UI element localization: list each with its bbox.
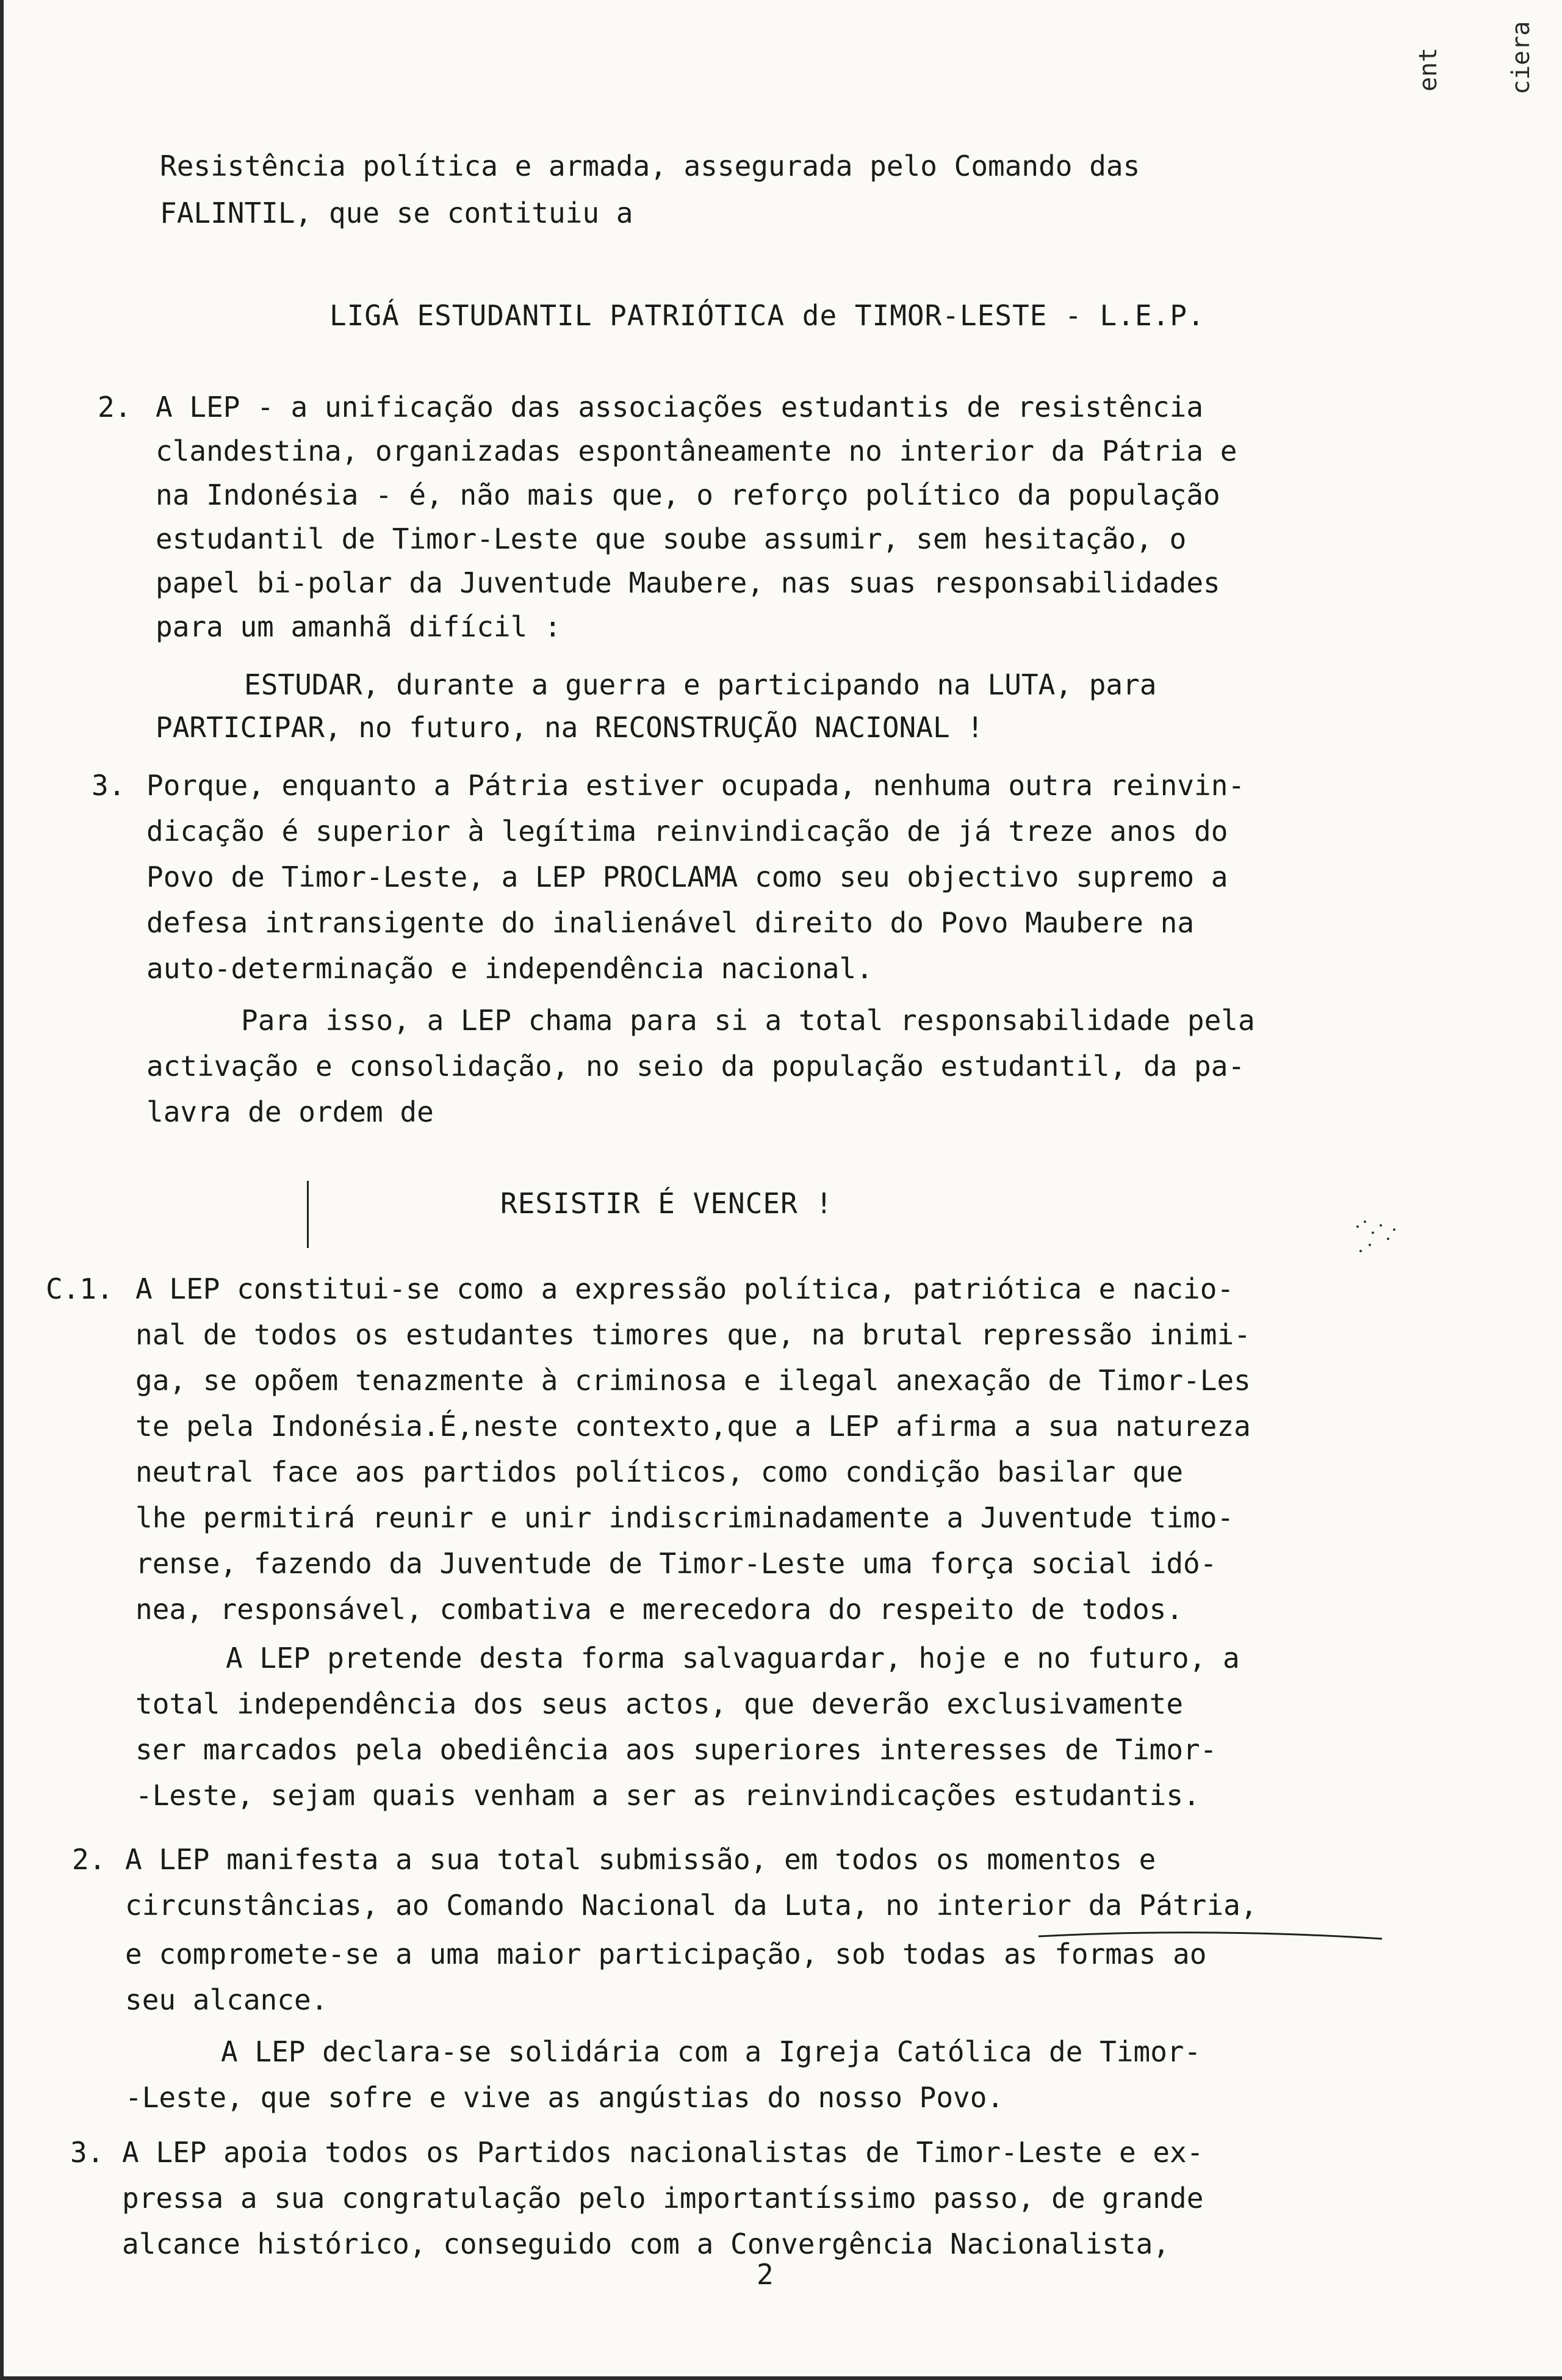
sectionC2-line-3: e compromete-se a uma maior participação, sob todas as formas ao xyxy=(125,1938,1207,1971)
margin-vertical-mark xyxy=(307,1181,309,1248)
para2-line-5: papel bi-polar da Juventude Maubere, nas suas responsabilidades xyxy=(156,566,1220,599)
para3-line-8: lavra de ordem de xyxy=(146,1095,434,1128)
sectionC1-line-11: ser marcados pela obediência aos superiores interesses de Timor- xyxy=(135,1733,1217,1766)
para3-line-6: Para isso, a LEP chama para si a total responsabilidade pela xyxy=(241,1004,1255,1037)
scan-edge-bottom xyxy=(0,2376,1562,2380)
intro-line-1: Resistência política e armada, assegurada pelo Comando das xyxy=(160,150,1140,182)
sectionC1-line-12: -Leste, sejam quais venham a ser as reinvindicações estudantis. xyxy=(135,1779,1200,1812)
sectionC3-number: 3. xyxy=(70,2136,104,2169)
para3-line-2: dicação é superior à legítima reinvindicação de já treze anos do xyxy=(146,815,1228,848)
sectionC2-line-1: A LEP manifesta a sua total submissão, em todos os momentos e xyxy=(125,1843,1156,1876)
margin-note-ciera: ciera xyxy=(1507,21,1535,95)
margin-note-ent: ent xyxy=(1414,47,1442,92)
sectionC2-line-5: A LEP declara-se solidária com a Igreja Católica de Timor- xyxy=(221,2035,1201,2068)
para3-number: 3. xyxy=(92,769,126,802)
sectionC1-line-3: ga, se opõem tenazmente à criminosa e ilegal anexação de Timor-Les xyxy=(135,1364,1251,1397)
sectionC1-line-1: A LEP constitui-se como a expressão política, patriótica e nacio- xyxy=(135,1272,1234,1305)
sectionC1-line-4: te pela Indonésia.É,neste contexto,que a LEP afirma a sua natureza xyxy=(135,1410,1251,1443)
ink-specks xyxy=(1351,1214,1406,1263)
para3-line-4: defesa intransigente do inalienável direito do Povo Maubere na xyxy=(146,906,1195,939)
sectionC1-line-7: rense, fazendo da Juventude de Timor-Leste uma força social idó- xyxy=(135,1547,1217,1580)
para3-line-7: activação e consolidação, no seio da população estudantil, da pa- xyxy=(146,1050,1245,1083)
sectionC2-line-4: seu alcance. xyxy=(125,1983,328,2016)
sectionC1-number: C.1. xyxy=(46,1272,113,1305)
para2-line-6: para um amanhã difícil : xyxy=(156,610,561,643)
sectionC2-line-6: -Leste, que sofre e vive as angústias do nosso Povo. xyxy=(125,2081,1004,2114)
sectionC1-line-2: nal de todos os estudantes timores que, na brutal repressão inimi- xyxy=(135,1318,1251,1351)
para2-line-7: ESTUDAR, durante a guerra e participando na LUTA, para xyxy=(244,668,1157,701)
scan-edge-left xyxy=(0,0,4,2380)
sectionC1-line-6: lhe permitirá reunir e unir indiscriminadamente a Juventude timo- xyxy=(135,1501,1234,1534)
para2-line-1: A LEP - a unificação das associações estudantis de resistência xyxy=(156,391,1204,424)
para3-line-5: auto-determinação e independência nacional. xyxy=(146,952,873,985)
sectionC3-line-2: pressa a sua congratulação pelo importantíssimo passo, de grande xyxy=(122,2182,1204,2215)
sectionC2-number: 2. xyxy=(72,1843,106,1876)
sectionC1-line-8: nea, responsável, combativa e merecedora do respeito de todos. xyxy=(135,1593,1184,1626)
para2-line-2: clandestina, organizadas espontâneamente no interior da Pátria e xyxy=(156,435,1237,467)
para2-line-4: estudantil de Timor-Leste que soube assumir, sem hesitação, o xyxy=(156,522,1187,555)
heading-resistir: RESISTIR É VENCER ! xyxy=(500,1187,833,1220)
sectionC1-line-5: neutral face aos partidos políticos, como condição basilar que xyxy=(135,1455,1184,1488)
intro-line-2: FALINTIL, que se contituiu a xyxy=(160,197,633,229)
sectionC3-line-3: alcance histórico, conseguido com a Convergência Nacionalista, xyxy=(122,2227,1170,2260)
para2-number: 2. xyxy=(98,391,132,424)
page-number: 2 xyxy=(757,2258,774,2291)
sectionC2-line-2: circunstâncias, ao Comando Nacional da Luta, no interior da Pátria, xyxy=(125,1889,1258,1922)
para2-line-8: PARTICIPAR, no futuro, na RECONSTRUÇÃO NACIONAL ! xyxy=(156,711,984,744)
para3-line-3: Povo de Timor-Leste, a LEP PROCLAMA como seu objectivo supremo a xyxy=(146,860,1228,893)
para3-line-1: Porque, enquanto a Pátria estiver ocupada, nenhuma outra reinvin- xyxy=(146,769,1245,802)
heading-main: LIGÁ ESTUDANTIL PATRIÓTICA de TIMOR-LESTE - L.E.P. xyxy=(329,299,1205,332)
para2-line-3: na Indonésia - é, não mais que, o reforço político da população xyxy=(156,478,1220,511)
sectionC1-line-9: A LEP pretende desta forma salvaguardar, hoje e no futuro, a xyxy=(226,1642,1240,1675)
sectionC1-line-10: total independência dos seus actos, que deverão exclusivamente xyxy=(135,1687,1184,1720)
sectionC3-line-1: A LEP apoia todos os Partidos nacionalistas de Timor-Leste e ex- xyxy=(122,2136,1204,2169)
